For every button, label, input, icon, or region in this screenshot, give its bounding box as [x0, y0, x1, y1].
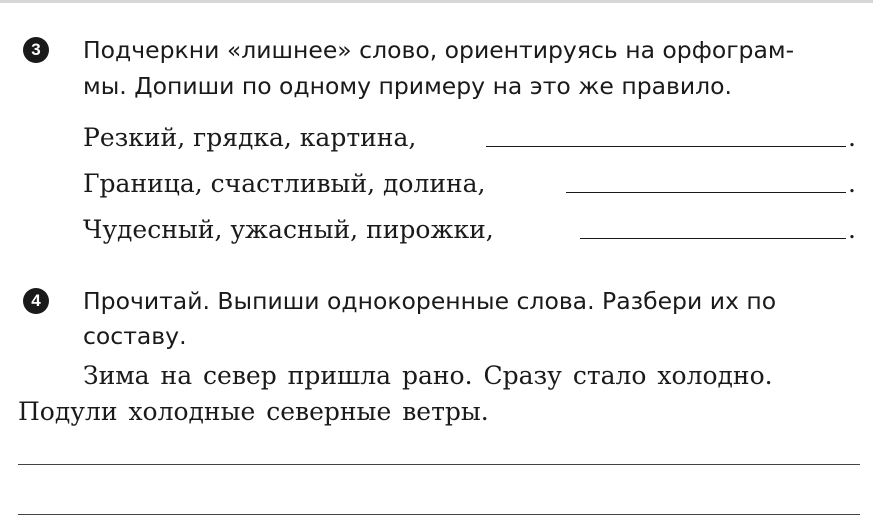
end-period: . — [848, 169, 856, 198]
end-period: . — [848, 123, 856, 152]
task-3-instruction-line-1: Подчеркни «лишнее» слово, ориентируясь на орфограм- — [83, 36, 795, 64]
task-number-badge: 3 — [23, 37, 49, 63]
task-4-instruction-line-1: Прочитай. Выпиши однокоренные слова. Разбери их по — [83, 287, 777, 315]
task-number-badge: 4 — [23, 288, 49, 314]
example-line: Граница, счастливый, долина, — [83, 169, 486, 198]
example-line: Чудесный, ужасный, пирожки, — [83, 215, 494, 244]
answer-blank[interactable] — [566, 192, 846, 193]
example-line: Резкий, грядка, картина, — [83, 123, 417, 152]
end-period: . — [848, 215, 856, 244]
answer-blank[interactable] — [486, 146, 846, 147]
answer-line[interactable] — [18, 464, 860, 465]
task-3-instruction-line-2: мы. Допиши по одному примеру на это же правило. — [83, 72, 733, 100]
answer-blank[interactable] — [580, 238, 846, 239]
passage-line-1: Зима на север пришла рано. Сразу стало холодно. — [83, 361, 773, 390]
answer-line[interactable] — [18, 514, 860, 515]
top-rule — [0, 0, 873, 3]
passage-line-2: Подули холодные северные ветры. — [18, 397, 489, 426]
task-4-instruction-line-2: составу. — [83, 322, 187, 350]
